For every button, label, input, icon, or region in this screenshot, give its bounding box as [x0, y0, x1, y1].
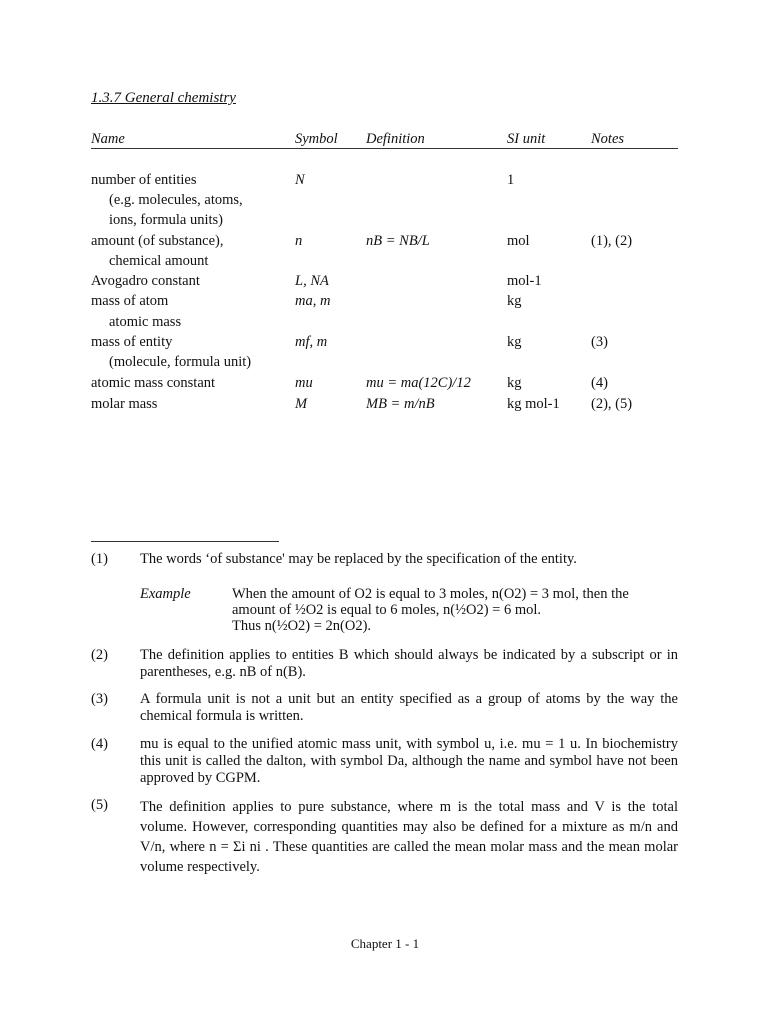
footnote-number: (5) [91, 797, 108, 813]
table-row [91, 212, 691, 232]
footnote-number: (2) [91, 647, 108, 663]
cell-name: Avogadro constant [91, 273, 200, 289]
example-line: Thus n(½O2) = 2n(O2). [232, 618, 372, 634]
table-row [91, 396, 691, 416]
cell-name: number of entities [91, 172, 197, 188]
header-notes: Notes [591, 131, 625, 147]
cell-definition: MB = m/nB [366, 396, 435, 412]
footnote-number: (3) [91, 691, 108, 707]
cell-symbol: N [295, 172, 305, 188]
cell-name: molar mass [91, 396, 158, 412]
cell-name: (molecule, formula unit) [109, 354, 252, 370]
header-name: Name [91, 131, 125, 147]
cell-si: mol [507, 233, 530, 249]
cell-si: kg [507, 375, 522, 391]
cell-symbol: mu [295, 375, 313, 391]
example-label: Example [140, 586, 191, 602]
cell-notes: (4) [591, 375, 608, 391]
cell-name: mass of entity [91, 334, 173, 350]
cell-si: kg mol-1 [507, 396, 560, 412]
cell-si: mol-1 [507, 273, 542, 289]
cell-definition: nB = NB/L [366, 233, 430, 249]
cell-symbol: ma, m [295, 293, 331, 309]
table-row [91, 334, 691, 354]
header-rule [91, 148, 678, 149]
footnote-4 [91, 736, 681, 790]
header-symbol: Symbol [295, 131, 338, 147]
table-row [91, 314, 691, 334]
footnote-rule [91, 541, 279, 542]
footnote-5 [91, 797, 681, 887]
footnote-2 [91, 647, 681, 683]
cell-symbol: n [295, 233, 303, 249]
cell-name: atomic mass [109, 314, 182, 330]
cell-symbol: M [295, 396, 308, 412]
header-definition: Definition [366, 131, 425, 147]
cell-name: mass of atom [91, 293, 169, 309]
table-row [91, 375, 691, 395]
table-row [91, 172, 691, 192]
footnote-number: (1) [91, 551, 108, 567]
table-row [91, 293, 691, 313]
footnote-text: The words ‘of substance' may be replaced by the specification of the entity. [140, 551, 577, 567]
cell-notes: (1), (2) [591, 233, 633, 249]
cell-notes: (2), (5) [591, 396, 633, 412]
footnote-text: The definition applies to entities B which should always be indicated by a subscript or in parentheses, e.g. nB of n(B). [140, 647, 678, 680]
cell-name: atomic mass constant [91, 375, 216, 391]
cell-name: amount (of substance), [91, 233, 224, 249]
table-row [91, 273, 691, 293]
footnote-text: A formula unit is not a unit but an entity specified as a group of atoms by the way the chemical formula is written. [140, 691, 678, 724]
cell-symbol: mf, m [295, 334, 328, 350]
cell-name: ions, formula units) [109, 212, 223, 228]
table-row [91, 233, 691, 253]
cell-si: kg [507, 293, 522, 309]
footnote-text: mu is equal to the unified atomic mass unit, with symbol u, i.e. mu = 1 u. In biochemistry this unit is called the dalton, with symbol Da, although the name and symbol have not been approved by CGPM. [140, 736, 678, 786]
table-row [91, 192, 691, 212]
example-line: amount of ½O2 is equal to 6 moles, n(½O2) = 6 mol. [232, 602, 542, 618]
example-line: When the amount of O2 is equal to 3 moles, n(O2) = 3 mol, then the [232, 586, 629, 602]
footnote-number: (4) [91, 736, 108, 752]
header-si-unit: SI unit [507, 131, 546, 147]
table-row [91, 354, 691, 374]
section-title: 1.3.7 General chemistry [91, 90, 236, 106]
cell-symbol: L, NA [295, 273, 329, 289]
cell-notes: (3) [591, 334, 608, 350]
page-footer: Chapter 1 - 1 [350, 936, 420, 951]
cell-name: chemical amount [109, 253, 209, 269]
footnote-text: The definition applies to pure substance, where m is the total mass and V is the total volume. However, corresponding quantities may also be defined for a mixture as m/n and V/n, where n = Σi ni . These quantities are called the mean molar mass and the mean molar volume respectively. [140, 799, 678, 875]
cell-si: kg [507, 334, 522, 350]
example-body [232, 586, 682, 634]
cell-definition: mu = ma(12C)/12 [366, 375, 471, 391]
table-row [91, 253, 691, 273]
cell-si: 1 [507, 172, 515, 188]
footnote-3 [91, 691, 681, 727]
footnote-1 [91, 551, 681, 571]
cell-name: (e.g. molecules, atoms, [109, 192, 243, 208]
